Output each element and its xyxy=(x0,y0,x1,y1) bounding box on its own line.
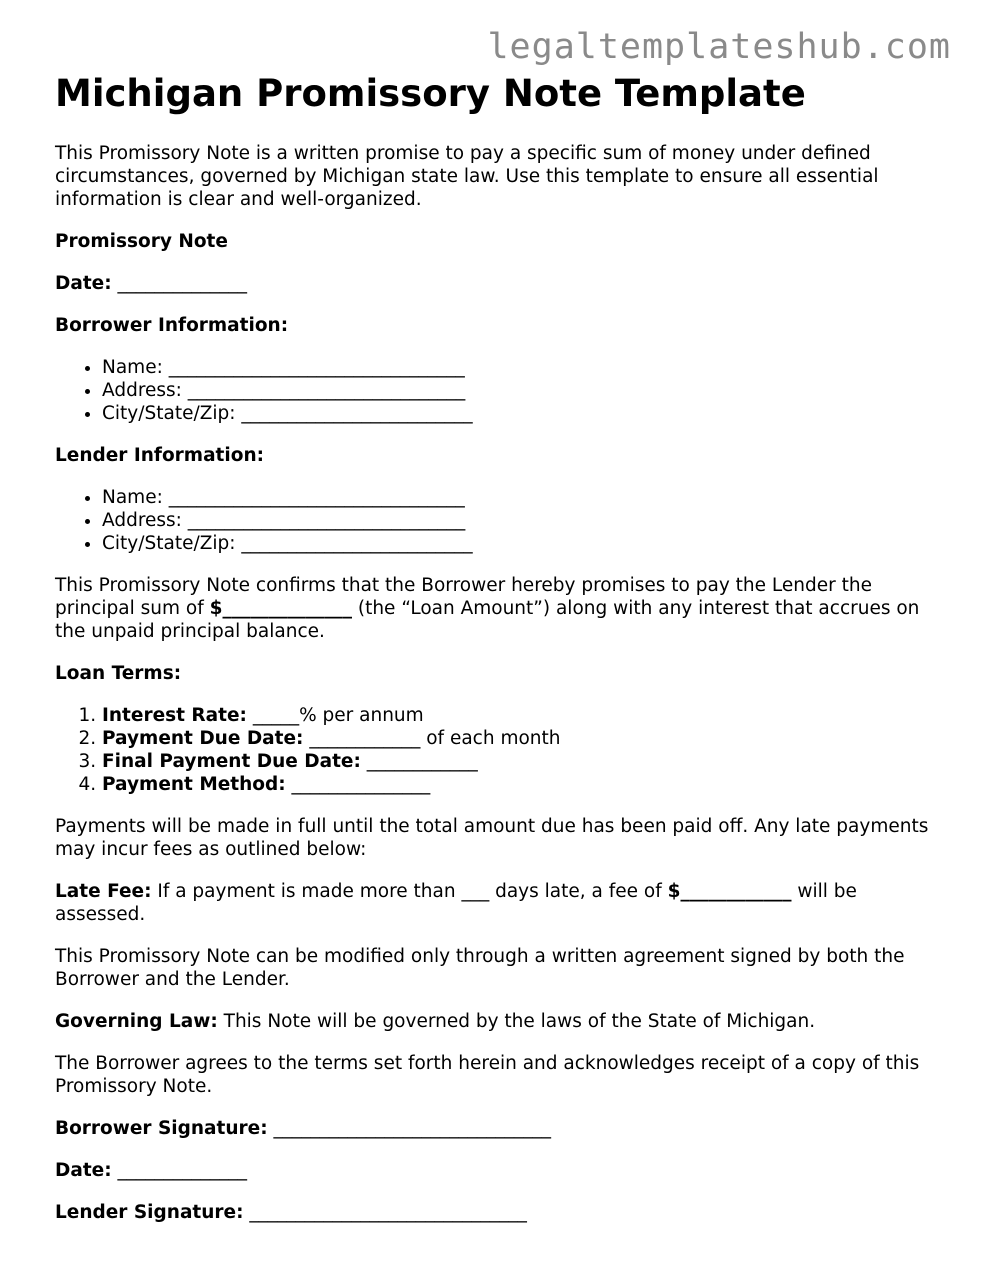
promissory-note-heading: Promissory Note xyxy=(55,231,228,252)
principal-text-before: This Promissory Note confirms that the Borrower hereby promises to pay the Lender the principal sum of xyxy=(55,575,872,619)
payments-paragraph: Payments will be made in full until the total amount due has been paid off. Any late payments may incur fees as outlined below: xyxy=(55,816,929,860)
principal-amount: $______________ xyxy=(209,598,352,619)
late-fee-text-before: If a payment is made more than ___ days late, a fee of xyxy=(151,881,668,902)
date-line xyxy=(55,272,935,295)
lender-signature-blank: ______________________________ xyxy=(249,1202,527,1223)
principal-text-after: (the “Loan Amount”) along with any interest that accrues on the unpaid principal balance. xyxy=(55,598,920,642)
watermark: legaltemplateshub.com xyxy=(487,27,951,67)
lender-info-list xyxy=(55,486,935,555)
lender-signature-line xyxy=(55,1201,935,1224)
borrower-signature-line xyxy=(55,1117,935,1140)
loan-term-value: ____________ of each month xyxy=(303,728,561,749)
borrower-city-item: • City/State/Zip: _________________________ xyxy=(102,402,935,425)
intro-paragraph: This Promissory Note is a written promise to pay a specific sum of money under defined circumstances, governed by Michigan state law. Use this template to ensure all essential information is clear and well-organized. xyxy=(55,143,879,210)
late-fee-paragraph xyxy=(55,880,935,926)
lender-signature-label: Lender Signature: xyxy=(55,1202,244,1223)
loan-term-item xyxy=(102,704,935,727)
date-label: Date: xyxy=(55,273,112,294)
borrower-signature-label: Borrower Signature: xyxy=(55,1118,268,1139)
loan-term-value: _____% per annum xyxy=(246,705,424,726)
lender-address-item: • Address: ______________________________ xyxy=(102,509,935,532)
signature-date-blank: ______________ xyxy=(117,1160,248,1181)
governing-law-paragraph xyxy=(55,1010,935,1033)
borrower-info-list xyxy=(55,356,935,425)
page-title: Michigan Promissory Note Template xyxy=(55,72,806,115)
lender-name-item: • Name: ________________________________ xyxy=(102,486,935,509)
loan-terms-list xyxy=(55,704,935,796)
borrower-address-item: • Address: ______________________________ xyxy=(102,379,935,402)
loan-term-label: Payment Due Date: xyxy=(102,728,304,749)
late-fee-amount: $____________ xyxy=(667,881,792,902)
late-fee-label: Late Fee: xyxy=(55,881,152,902)
signature-date-label: Date: xyxy=(55,1160,112,1181)
document xyxy=(55,72,935,1224)
lender-city-item: • City/State/Zip: _________________________ xyxy=(102,532,935,555)
governing-law-label: Governing Law: xyxy=(55,1011,218,1032)
governing-law-text: This Note will be governed by the laws of the State of Michigan. xyxy=(217,1011,816,1032)
date-blank: ______________ xyxy=(117,273,248,294)
loan-term-value: ____________ xyxy=(360,751,478,772)
loan-term-label: Payment Method: xyxy=(102,774,286,795)
borrower-signature-blank: ______________________________ xyxy=(273,1118,552,1139)
loan-term-value: _______________ xyxy=(285,774,431,795)
loan-term-item xyxy=(102,773,935,796)
late-fee-text-after: will be assessed. xyxy=(55,881,857,925)
principal-paragraph xyxy=(55,574,935,643)
borrower-name-item: • Name: ________________________________ xyxy=(102,356,935,379)
signature-date-line xyxy=(55,1159,935,1182)
agreement-paragraph: The Borrower agrees to the terms set forth herein and acknowledges receipt of a copy of this Promissory Note. xyxy=(55,1053,920,1097)
loan-term-label: Final Payment Due Date: xyxy=(102,751,361,772)
borrower-info-heading: Borrower Information: xyxy=(55,315,289,336)
loan-term-label: Interest Rate: xyxy=(102,705,247,726)
loan-term-item xyxy=(102,727,935,750)
modification-paragraph: This Promissory Note can be modified only through a written agreement signed by both the Borrower and the Lender. xyxy=(55,946,905,990)
loan-term-item xyxy=(102,750,935,773)
lender-info-heading: Lender Information: xyxy=(55,445,265,466)
loan-terms-heading: Loan Terms: xyxy=(55,663,182,684)
